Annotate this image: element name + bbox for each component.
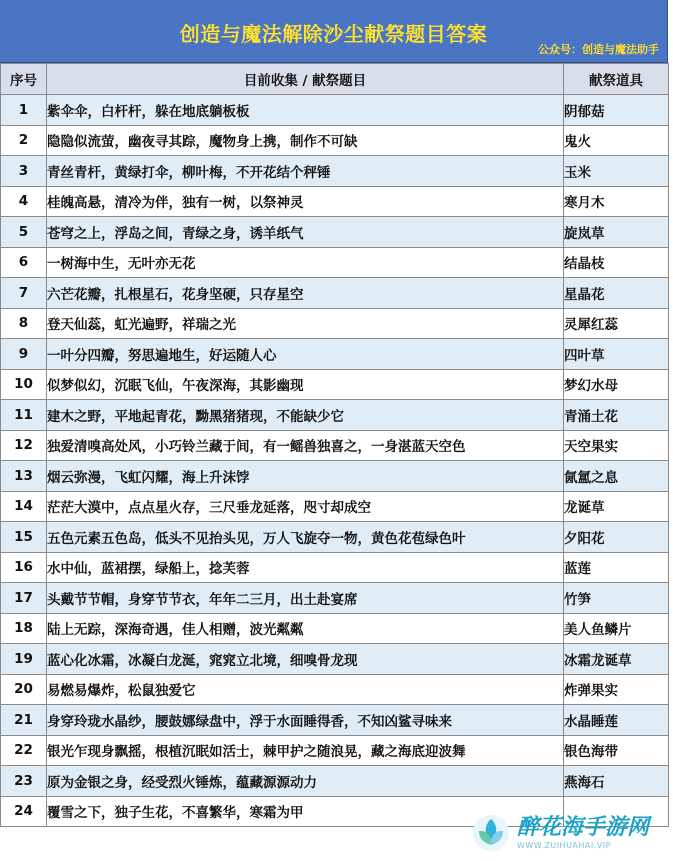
table-row [1,400,669,431]
table-row [1,522,669,553]
row-question: 独爱清嗅高处风，小巧铃兰藏于间，有一鳐兽独喜之，一身湛蓝天空色 [47,430,564,461]
page-title: 创造与魔法解除沙尘献祭题目答案 [179,22,488,46]
row-question: 登天仙蕊，虹光遍野，祥瑞之光 [47,308,564,339]
row-item: 燕海石 [564,766,669,797]
column-header-item: 献祭道具 [564,64,669,95]
row-question: 似梦似幻，沉眠飞仙，午夜深海，其影幽现 [47,369,564,400]
row-item: 炸弹果实 [564,674,669,705]
table-row [1,705,669,736]
table-row [1,644,669,675]
row-number: 14 [1,491,47,522]
table-row [1,613,669,644]
row-item: 阴郁菇 [564,95,669,126]
row-number: 17 [1,583,47,614]
row-number: 23 [1,766,47,797]
table-row [1,217,669,248]
row-item: 氤氲之息 [564,461,669,492]
table-row [1,156,669,187]
row-question: 苍穹之上，浮岛之间，青绿之身，诱羊纸气 [47,217,564,248]
row-question: 头戴节节帽，身穿节节衣，年年二三月，出土赴宴席 [47,583,564,614]
row-number: 22 [1,735,47,766]
table-row [1,735,669,766]
row-item: 银色海带 [564,735,669,766]
table-row [1,583,669,614]
row-number: 18 [1,613,47,644]
table-header-row [1,64,669,95]
row-number: 21 [1,705,47,736]
watermark [471,807,671,859]
row-number: 5 [1,217,47,248]
table-row [1,674,669,705]
row-item: 鬼火 [564,125,669,156]
row-number: 11 [1,400,47,431]
row-item: 夕阳花 [564,522,669,553]
row-number: 15 [1,522,47,553]
row-number: 16 [1,552,47,583]
row-question: 易燃易爆炸，松鼠独爱它 [47,674,564,705]
row-item: 蓝莲 [564,552,669,583]
watermark-name: 醉花海手游网 [517,814,650,840]
row-item: 四叶草 [564,339,669,370]
table-row [1,491,669,522]
row-number: 13 [1,461,47,492]
table-row [1,278,669,309]
row-item: 冰霜龙诞草 [564,644,669,675]
table-row [1,461,669,492]
row-question: 一树海中生，无叶亦无花 [47,247,564,278]
title-bar [0,0,668,63]
row-question: 银光乍现身飘摇，根植沉眠如活士，棘甲护之随浪晃，藏之海底迎波舞 [47,735,564,766]
row-number: 4 [1,186,47,217]
row-question: 建木之野，平地起青花，黝黑猪猪现，不能缺少它 [47,400,564,431]
row-question: 水中仙，蓝裙摆，绿船上，捻芙蓉 [47,552,564,583]
row-item: 结晶枝 [564,247,669,278]
row-number: 1 [1,95,47,126]
row-item: 竹笋 [564,583,669,614]
row-question: 茫茫大漠中，点点星火存，三尺垂龙延落，咫寸却成空 [47,491,564,522]
row-number: 8 [1,308,47,339]
watermark-url: WWW.ZUIHUAHAI.VIP [517,840,611,850]
row-number: 9 [1,339,47,370]
row-item: 美人鱼鳞片 [564,613,669,644]
column-header-question: 目前收集 / 献祭题目 [47,64,564,95]
row-number: 24 [1,796,47,827]
row-question: 烟云弥漫，飞虹闪耀，海上升沫饽 [47,461,564,492]
row-question: 身穿玲珑水晶纱，腰鼓娜绿盘中，浮于水面睡得香，不知凶鲨寻味来 [47,705,564,736]
row-number: 19 [1,644,47,675]
row-item: 旋岚草 [564,217,669,248]
row-item: 灵犀红蕊 [564,308,669,339]
answer-table [0,63,669,827]
table-row [1,430,669,461]
row-item: 天空果实 [564,430,669,461]
row-item: 水晶睡莲 [564,705,669,736]
row-question: 陆上无踪，深海奇遇，佳人相赠，波光粼粼 [47,613,564,644]
row-number: 3 [1,156,47,187]
row-question: 青丝青杆，黄绿打伞，柳叶梅，不开花结个秤锤 [47,156,564,187]
table-row [1,95,669,126]
table-row [1,186,669,217]
row-question: 蓝心化冰霜，冰凝白龙涎，窕窕立北境，细嗅骨龙现 [47,644,564,675]
row-item: 星晶花 [564,278,669,309]
row-question: 原为金银之身，经受烈火锤炼，蕴藏源源动力 [47,766,564,797]
row-item: 玉米 [564,156,669,187]
table-row [1,339,669,370]
row-number: 7 [1,278,47,309]
row-question: 桂魄高悬，清冷为伴，独有一树，以祭神灵 [47,186,564,217]
table-row [1,125,669,156]
row-question: 五色元素五色岛，低头不见抬头见，万人飞旋夺一物，黄色花苞绿色叶 [47,522,564,553]
flower-logo-icon [471,813,511,853]
row-number: 10 [1,369,47,400]
row-question: 隐隐似流萤，幽夜寻其踪，魔物身上携，制作不可缺 [47,125,564,156]
row-number: 12 [1,430,47,461]
row-item: 寒月木 [564,186,669,217]
table-row [1,552,669,583]
page-subtitle: 公众号：创造与魔法助手 [538,43,659,56]
row-question: 一叶分四瓣，努思遍地生，好运随人心 [47,339,564,370]
row-question: 六芒花瓣，扎根星石，花身坚硬，只存星空 [47,278,564,309]
row-item: 青涌土花 [564,400,669,431]
column-header-number: 序号 [1,64,47,95]
row-item: 龙诞草 [564,491,669,522]
row-number: 20 [1,674,47,705]
table-row [1,766,669,797]
table-row [1,308,669,339]
row-question: 覆雪之下，独子生花，不喜繁华，寒霜为甲 [47,796,564,827]
row-number: 6 [1,247,47,278]
table-row [1,247,669,278]
row-item: 梦幻水母 [564,369,669,400]
row-question: 紫伞伞，白杆杆，躲在地底躺板板 [47,95,564,126]
table-row [1,369,669,400]
row-number: 2 [1,125,47,156]
